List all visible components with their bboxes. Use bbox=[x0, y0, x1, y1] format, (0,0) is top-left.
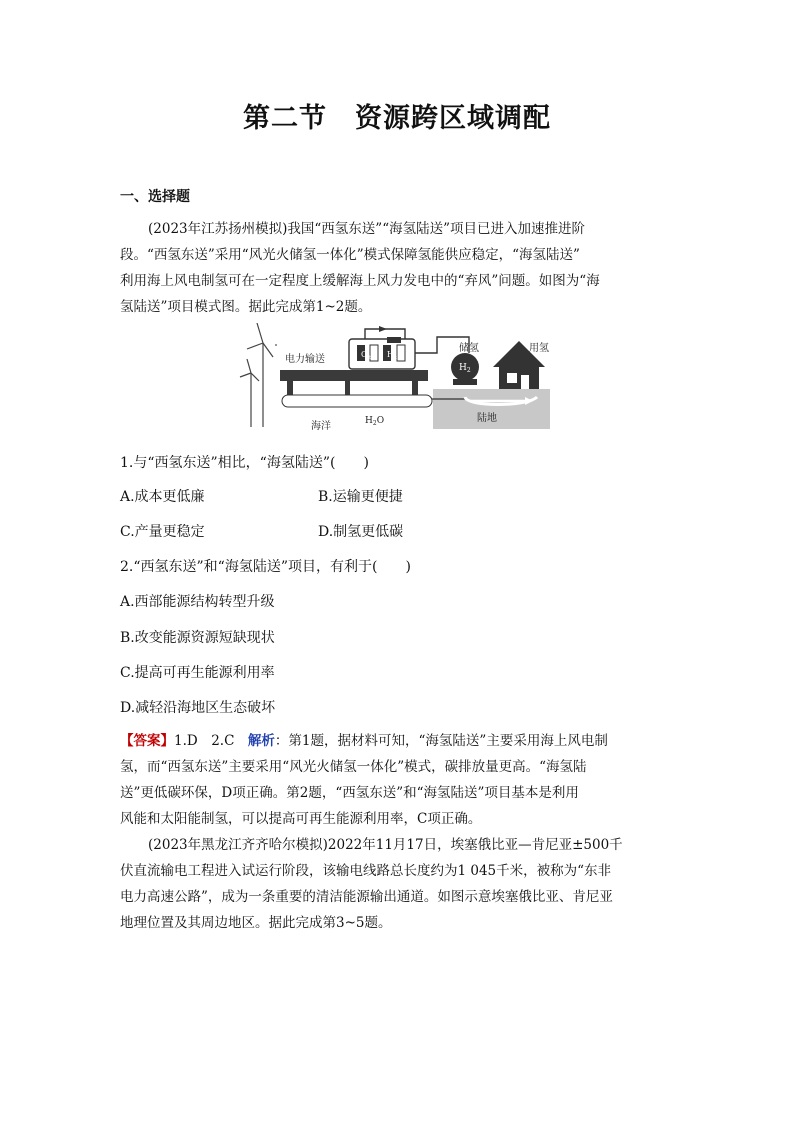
label-tank: $H_2$ bbox=[459, 363, 471, 374]
intro-paragraph-1 bbox=[120, 216, 672, 320]
wind-turbine-icon bbox=[240, 359, 259, 427]
text-line: 风能和太阳能制氢，可以提高可再生能源利用率，C项正确。 bbox=[120, 811, 482, 827]
text-line: 地理位置及其周边地区。据此完成第3~5题。 bbox=[120, 915, 392, 931]
answer-tag: 【答案】 bbox=[120, 733, 174, 749]
text-line: 段。“西氢东送”采用“风光火储氢一体化”模式保障氢能供应稳定，“海氢陆送” bbox=[120, 247, 580, 263]
label-ocean: 海洋 bbox=[311, 421, 331, 431]
explanation-text: ：第1题，据材料可知，“海氢陆送”主要采用海上风电制 bbox=[274, 733, 608, 749]
platform bbox=[280, 370, 428, 381]
answer-values: 1.D 2.C bbox=[174, 733, 248, 749]
q2-option-a[interactable]: A.西部能源结构转型升级 bbox=[120, 594, 275, 610]
label-water: $H_2O$ bbox=[365, 416, 385, 427]
q1-option-b[interactable]: B.运输更便捷 bbox=[318, 489, 403, 505]
text-line: 氢，而“西氢东送”主要采用“风光火储氢一体化”模式，碳排放量更高。“海氢陆 bbox=[120, 759, 587, 775]
explanation-tag: 解析 bbox=[247, 733, 275, 749]
text-line: 利用海上风电制氢可在一定程度上缓解海上风力发电中的“弃风”问题。如图为“海 bbox=[120, 273, 600, 289]
intro-paragraph-2 bbox=[120, 832, 672, 936]
label-o2: $O_2$ bbox=[361, 350, 371, 361]
text-line: (2023年黑龙江齐齐哈尔模拟)2022年11月17日，埃塞俄比亚—肯尼亚±500千 bbox=[148, 837, 623, 853]
section-heading: 一、选择题 bbox=[120, 189, 190, 205]
label-h2: $H_2$ bbox=[387, 350, 398, 361]
text-line: (2023年江苏扬州模拟)我国“西氢东送”“海氢陆送”项目已进入加速推进阶 bbox=[148, 221, 585, 237]
text-line: 电力高速公路”，成为一条重要的清洁能源输出通道。如图示意埃塞俄比亚、肯尼亚 bbox=[120, 889, 613, 905]
text-line: 伏直流输电工程进入试运行阶段，该输电线路总长度约为1 045千米，被称为“东非 bbox=[120, 863, 612, 879]
text-line: 氢陆送”项目模式图。据此完成第1~2题。 bbox=[120, 299, 372, 315]
text-line: 送”更低碳环保，D项正确。第2题，“西氢东送”和“海氢陆送”项目基本是利用 bbox=[120, 785, 579, 801]
q1-option-a[interactable]: A.成本更低廉 bbox=[120, 489, 205, 505]
q2-option-b[interactable]: B.改变能源资源短缺现状 bbox=[120, 630, 275, 646]
answer-line bbox=[120, 728, 672, 754]
answer-block bbox=[120, 728, 672, 832]
q1-option-d[interactable]: D.制氢更低碳 bbox=[318, 524, 404, 540]
label-storage: 储氢 bbox=[459, 343, 479, 354]
q1-option-c[interactable]: C.产量更稳定 bbox=[120, 524, 205, 540]
page-title: 第二节 资源跨区域调配 bbox=[243, 103, 551, 134]
hydrogen-transport-diagram bbox=[237, 323, 550, 431]
label-land: 陆地 bbox=[477, 413, 497, 424]
q2-option-c[interactable]: C.提高可再生能源利用率 bbox=[120, 665, 275, 681]
q2-option-d[interactable]: D.减轻沿海地区生态破坏 bbox=[120, 700, 276, 716]
label-power: 电力输送 bbox=[285, 354, 325, 365]
question-2-stem: 2.“西氢东送”和“海氢陆送”项目，有利于( ) bbox=[120, 559, 411, 575]
question-1-stem: 1.与“西氢东送”相比，“海氢陆送”( ) bbox=[120, 455, 369, 471]
label-use: 用氢 bbox=[529, 343, 549, 354]
